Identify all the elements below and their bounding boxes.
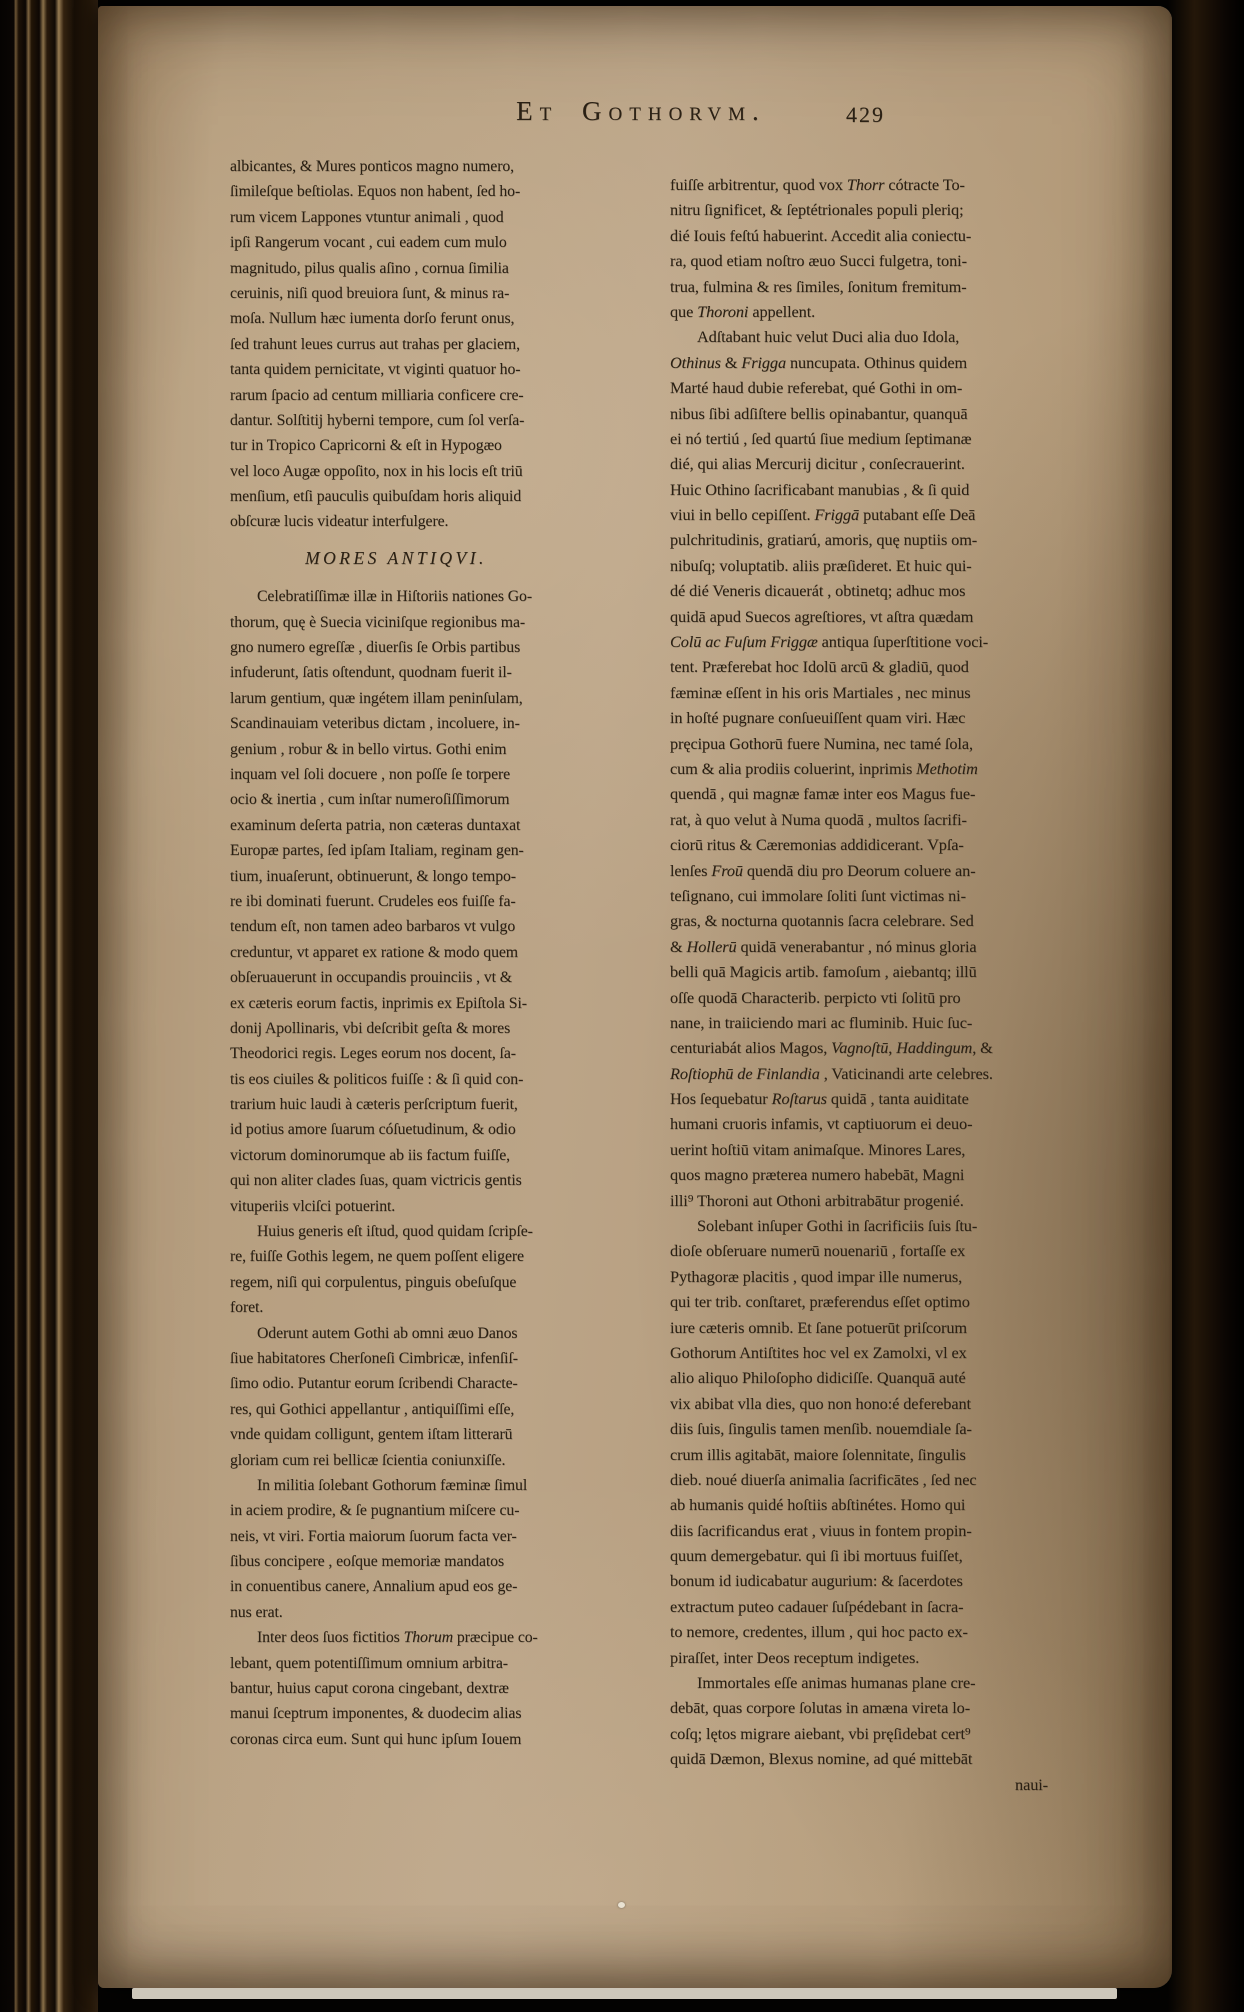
text-line: re ibi dominati fuerunt. Crudeles eos fuiſſe fa- bbox=[230, 892, 516, 910]
text-line: Othinus & Frigga nuncupata. Othinus quidem bbox=[670, 352, 968, 372]
text-line: menſium, etſi pauculis quibuſdam horis aliquid bbox=[230, 488, 522, 506]
text-line: fæminæ eſſent in his oris Martiales , nec minus bbox=[670, 682, 971, 702]
text-line: trua, fulmina & res ſimiles, ſonitum fremitum- bbox=[670, 276, 967, 296]
text-line: trarium huic laudi à cæteris perſcriptum fuerit, bbox=[230, 1096, 518, 1114]
right-text-column bbox=[670, 172, 1054, 1797]
text-line: que Thoroni appellent. bbox=[670, 301, 816, 321]
text-line: examinum deſerta patria, non cæteras duntaxat bbox=[230, 816, 521, 834]
text-line: qui ter trib. conſtaret, præferendus eſſet optimo bbox=[670, 1292, 970, 1312]
page-paper bbox=[98, 6, 1172, 1988]
text-line: creduntur, vt apparet ex ratione & modo quem bbox=[230, 943, 518, 961]
text-line: debāt, quas corpore ſolutas in amæna vireta lo- bbox=[670, 1698, 971, 1718]
text-line: Gothorum Antiſtites hoc vel ex Zamolxi, vl ex bbox=[670, 1342, 967, 1362]
text-line: belli quā Magicis artib. famoſum , aiebantq; illū bbox=[670, 962, 977, 982]
text-line: tendum eſt, non tamen adeo barbaros vt vulgo bbox=[230, 918, 516, 936]
text-line: res, qui Gothici appellantur , antiquiſſimi eſſe, bbox=[230, 1400, 515, 1418]
text-line: rat, à quo velut à Numa quodā , multos ſacrifi- bbox=[670, 809, 967, 829]
text-line: lenſes Froū quendā diu pro Deorum coluere an- bbox=[670, 860, 976, 880]
text-line: quendā , qui magnæ famæ inter eos Magus fue- bbox=[670, 784, 976, 804]
text-line: in aciem prodire, & ſe pugnantium miſcere cu- bbox=[230, 1502, 520, 1520]
page-right-shadow bbox=[1168, 0, 1244, 2012]
text-line: fuiſſe arbitrentur, quod vox Thorr cótracte To- bbox=[670, 175, 965, 194]
text-line: dioſe obſeruare numerū nouenariū , fortaſſe ex bbox=[670, 1241, 966, 1261]
text-line: id potius amore ſuarum cóſuetudinum, & odio bbox=[230, 1121, 516, 1139]
running-head-title: Et Gothorvm. bbox=[516, 96, 766, 126]
text-line: ra, quod etiam noſtro æuo Succi fulgetra, toni- bbox=[670, 251, 967, 271]
text-line: Huius generis eſt iſtud, quod quidam ſcripſe- bbox=[257, 1223, 533, 1241]
text-line: pręcipua Gothorū fuere Numina, nec tamé ſola, bbox=[670, 733, 973, 753]
text-line: tanta quidem pernicitate, vt viginti quatuor ho- bbox=[230, 361, 521, 379]
text-line: & Hollerū quidā venerabantur , nó minus gloria bbox=[670, 936, 977, 956]
text-line: ſiue habitatores Cherſoneſi Cimbricæ, infenſiſ- bbox=[230, 1349, 518, 1367]
text-line: ocio & inertia , cum inſtar numeroſiſſimorum bbox=[230, 791, 510, 809]
text-line: teſignano, cui immolare ſoliti ſunt victimas ni- bbox=[670, 885, 966, 905]
text-line: vel loco Augæ oppoſito, nox in his locis eſt triū bbox=[230, 462, 523, 480]
text-line: dié Iouis feſtú habuerint. Accedit alia coniectu- bbox=[670, 225, 972, 245]
text-line: ſimo odio. Putantur eorum ſcribendi Characte- bbox=[230, 1375, 518, 1393]
text-line: in hoſté pugnare conſueuiſſent quam viri. Hæc bbox=[670, 708, 966, 728]
text-line: alio aliquo Philoſopho didiciſſe. Quanquā auté bbox=[670, 1368, 966, 1388]
text-line: quidā Dæmon, Blexus nomine, ad qué mittebāt bbox=[670, 1749, 973, 1769]
text-line: quidā apud Suecos agreſtiores, vt aſtra quædam bbox=[670, 606, 974, 626]
text-line: Pythagoræ placitis , quod impar ille numerus, bbox=[670, 1266, 963, 1286]
text-line: bantur, huius caput corona cingebant, dextræ bbox=[230, 1680, 509, 1698]
text-line: Celebratiſſimæ illæ in Hiſtoriis nationes Go- bbox=[257, 588, 532, 606]
text-line: ſibus concipere , eoſque memoriæ mandatos bbox=[230, 1553, 505, 1571]
book-binding-edges bbox=[0, 0, 98, 2012]
text-line: donij Apollinaris, vbi deſcribit geſta & mores bbox=[230, 1019, 511, 1037]
text-line: ciorū ritus & Cæremonias addidicerant. Vpſa- bbox=[670, 835, 964, 855]
text-line: dé dié Veneris dicauerát , obtinetq; adhuc mos bbox=[670, 581, 966, 601]
text-line: humani cruoris infamis, vt captiuorum ei deuo- bbox=[670, 1114, 973, 1134]
text-line: nus erat. bbox=[230, 1603, 283, 1621]
text-line: ab humanis quidé hoſtiis abſtinétes. Homo qui bbox=[670, 1495, 966, 1515]
text-line: Scandinauiam veteribus dictam , incoluere, in- bbox=[230, 715, 520, 733]
text-line: qui non aliter clades ſuas, quam victricis gentis bbox=[230, 1172, 522, 1190]
text-line: pulchritudinis, gratiarú, amoris, quę nuptiis om- bbox=[670, 530, 978, 550]
text-line: Hos ſequebatur Roſtarus quidā , tanta auiditate bbox=[670, 1089, 969, 1109]
page-number: 429 bbox=[846, 102, 885, 127]
text-line: inquam vel ſoli docuere , non poſſe ſe torpere bbox=[230, 765, 511, 783]
text-line: tium, inuaſerunt, obtinuerunt, & longo tempo- bbox=[230, 867, 516, 885]
text-line: rum vicem Lappones vtuntur animali , quod bbox=[230, 208, 504, 226]
scanner-edge-strip bbox=[132, 1988, 1117, 1999]
text-line: vnde quidam colligunt, gentem iſtam litterarū bbox=[230, 1426, 513, 1444]
text-line: ſed trahunt leues currus aut trahas per glaciem, bbox=[230, 335, 520, 353]
text-line: extractum puteo cadauer ſuſpédebant in ſacra- bbox=[670, 1596, 964, 1616]
text-line: magnitudo, pilus qualis aſino , cornua ſimilia bbox=[230, 259, 509, 277]
text-line: regem, niſi qui corpulentus, pinguis obeſuſque bbox=[230, 1273, 517, 1291]
text-line: Oderunt autem Gothi ab omni æuo Danos bbox=[257, 1324, 518, 1342]
text-line: piraſſet, inter Deos receptum indigetes. bbox=[670, 1647, 920, 1667]
text-line: re, fuiſſe Gothis legem, ne quem poſſent eligere bbox=[230, 1248, 524, 1266]
text-line: tur in Tropico Capricorni & eſt in Hypogæo bbox=[230, 437, 502, 455]
text-line: ceruinis, niſi quod breuiora ſunt, & minus ra- bbox=[230, 284, 510, 302]
text-line: Roſtiophū de Finlandia , Vaticinandi arte celebres. bbox=[670, 1063, 993, 1083]
text-line: Inter deos ſuos fictitios Thorum præcipue co- bbox=[257, 1629, 538, 1647]
text-line: iure cæteris omnib. Et ſane potuerūt priſcorum bbox=[670, 1317, 967, 1337]
text-line: centuriabát alios Magos, Vagnoſtū, Haddingum, & bbox=[670, 1038, 993, 1058]
text-line: Huic Othino ſacrificabant manubias , & ſi quid bbox=[670, 479, 970, 499]
text-line: nibus ſibi adſiſtere bellis opinabantur, quanquā bbox=[670, 403, 968, 423]
text-line: gras, & nocturna quotannis ſacra celebrare. Sed bbox=[670, 911, 974, 931]
text-line: in conuentibus canere, Annalium apud eos ge- bbox=[230, 1578, 518, 1596]
text-line: nitru ſignificet, & ſeptétrionales populi pleriq; bbox=[670, 200, 964, 220]
text-line: foret. bbox=[230, 1299, 264, 1317]
text-line: quum demergebatur. qui ſi ibi mortuus fuiſſet, bbox=[670, 1546, 963, 1566]
text-line: Marté haud dubie referebat, qué Gothi in om- bbox=[670, 378, 963, 398]
text-line: Europæ partes, ſed ipſam Italiam, reginam gen- bbox=[230, 842, 524, 860]
text-line: genium , robur & in bello virtus. Gothi enim bbox=[230, 740, 507, 758]
text-line: illi⁹ Thoroni aut Othoni arbitrabātur progenié. bbox=[670, 1190, 964, 1210]
text-line: gno numero egreſſæ , diuerſis ſe Orbis partibus bbox=[230, 639, 521, 657]
text-line: diis ſuis, ſingulis tamen menſib. nouemdiale ſa- bbox=[670, 1419, 972, 1439]
text-line: coſq; lętos migrare aiebant, vbi pręſidebat cert⁹ bbox=[670, 1723, 971, 1743]
text-line: lebant, quem potentiſſimum omnium arbitra- bbox=[230, 1654, 508, 1672]
text-line: to nemore, credentes, illum , qui hoc pacto ex- bbox=[670, 1622, 968, 1642]
text-line: albicantes, & Mures ponticos magno numero, bbox=[230, 158, 515, 175]
text-line: thorum, quę è Suecia viciniſque regionibus ma- bbox=[230, 613, 526, 631]
text-line: ſimileſque beſtiolas. Equos non habent, ſed ho- bbox=[230, 183, 521, 201]
text-line: oſſe quodā Characterib. perpicto vti ſolitū pro bbox=[670, 987, 961, 1007]
text-line: Theodorici regis. Leges eorum nos docent, ſa- bbox=[230, 1045, 516, 1063]
text-line: Immortales eſſe animas humanas plane cre- bbox=[697, 1673, 976, 1693]
text-line: nane, in traiiciendo mari ac fluminib. Huic ſuc- bbox=[670, 1012, 973, 1032]
text-line: nibuſq; voluptatib. aliis præſideret. Et huic qui- bbox=[670, 555, 972, 575]
text-line: neis, vt viri. Fortia maiorum ſuorum facta ver- bbox=[230, 1527, 517, 1545]
text-line: dantur. Solſtitij hyberni tempore, cum ſol verſa- bbox=[230, 411, 525, 429]
text-line: tis eos ciuiles & politicos fuiſſe : & ſi quid con- bbox=[230, 1070, 524, 1088]
paper-speck bbox=[618, 1902, 625, 1908]
text-line: manui ſceptrum imponentes, & duodecim alias bbox=[230, 1705, 522, 1723]
text-line: In militia ſolebant Gothorum fæminæ ſimul bbox=[257, 1476, 528, 1494]
text-line: diis ſacrificandus erat , viuus in fontem propin- bbox=[670, 1520, 972, 1540]
text-line: bonum id iudicabatur augurium: & ſacerdotes bbox=[670, 1571, 963, 1591]
catchword: naui- bbox=[1015, 1774, 1048, 1794]
text-line: moſa. Nullum hæc iumenta dorſo ferunt onus, bbox=[230, 310, 515, 328]
text-line: vix abibat vlla dies, quo non hono:é deferebant bbox=[670, 1393, 971, 1413]
text-line: quos magno præterea numero habebāt, Magni bbox=[670, 1165, 965, 1185]
text-line: victorum dominorumque ab iis factum fuiſſe, bbox=[230, 1146, 510, 1164]
text-line: vituperiis vlciſci potuerint. bbox=[230, 1197, 396, 1215]
text-line: obſcuræ lucis videatur interfulgere. bbox=[230, 513, 449, 531]
text-line: crum illis agitabāt, maiore ſolennitate, ſingulis bbox=[670, 1444, 966, 1464]
text-line: Colū ac Fuſum Friggæ antiqua ſuperſtitione voci- bbox=[670, 632, 989, 652]
text-line: obſeruauerunt in occupandis prouinciis , vt & bbox=[230, 969, 512, 987]
text-line: ipſi Rangerum vocant , cui eadem cum mulo bbox=[230, 234, 507, 252]
text-line: larum gentium, quæ ingétem illam peninſulam, bbox=[230, 689, 523, 707]
left-text-column bbox=[230, 154, 562, 1752]
text-line: Adſtabant huic velut Duci alia duo Idola, bbox=[697, 327, 960, 347]
text-line: viui in bello cepiſſent. Friggā putabant eſſe Deā bbox=[670, 505, 976, 525]
text-line: coronas circa eum. Sunt qui hunc ipſum Iouem bbox=[230, 1730, 522, 1748]
text-line: uerint hoſtiū vitam animaſque. Minores Lares, bbox=[670, 1139, 966, 1159]
text-line: tent. Præferebat hoc Idolū arcū & gladiū, quod bbox=[670, 657, 969, 677]
text-line: dieb. noué diuerſa animalia ſacrificātes , ſed nec bbox=[670, 1469, 977, 1489]
text-line: gloriam cum rei bellicæ ſcientia coniunxiſſe. bbox=[230, 1451, 506, 1469]
text-line: rarum ſpacio ad centum milliaria conficere cre- bbox=[230, 386, 524, 404]
text-line: dié, qui alias Mercurij dicitur , conſecrauerint. bbox=[670, 454, 965, 474]
text-line: ex cæteris eorum factis, inprimis ex Epiſtola Si- bbox=[230, 994, 527, 1012]
text-line: infuderunt, ſatis oſtendunt, quodnam fuerit il- bbox=[230, 664, 512, 682]
text-line: ei nó tertiú , ſed quartú ſiue medium ſeptimanæ bbox=[670, 428, 972, 448]
section-heading: MORES ANTIQVI. bbox=[305, 547, 487, 568]
text-line: cum & alia prodiis coluerint, inprimis Methotim bbox=[670, 758, 978, 778]
text-line: Solebant inſuper Gothi in ſacrificiis ſuis ſtu- bbox=[697, 1216, 978, 1236]
